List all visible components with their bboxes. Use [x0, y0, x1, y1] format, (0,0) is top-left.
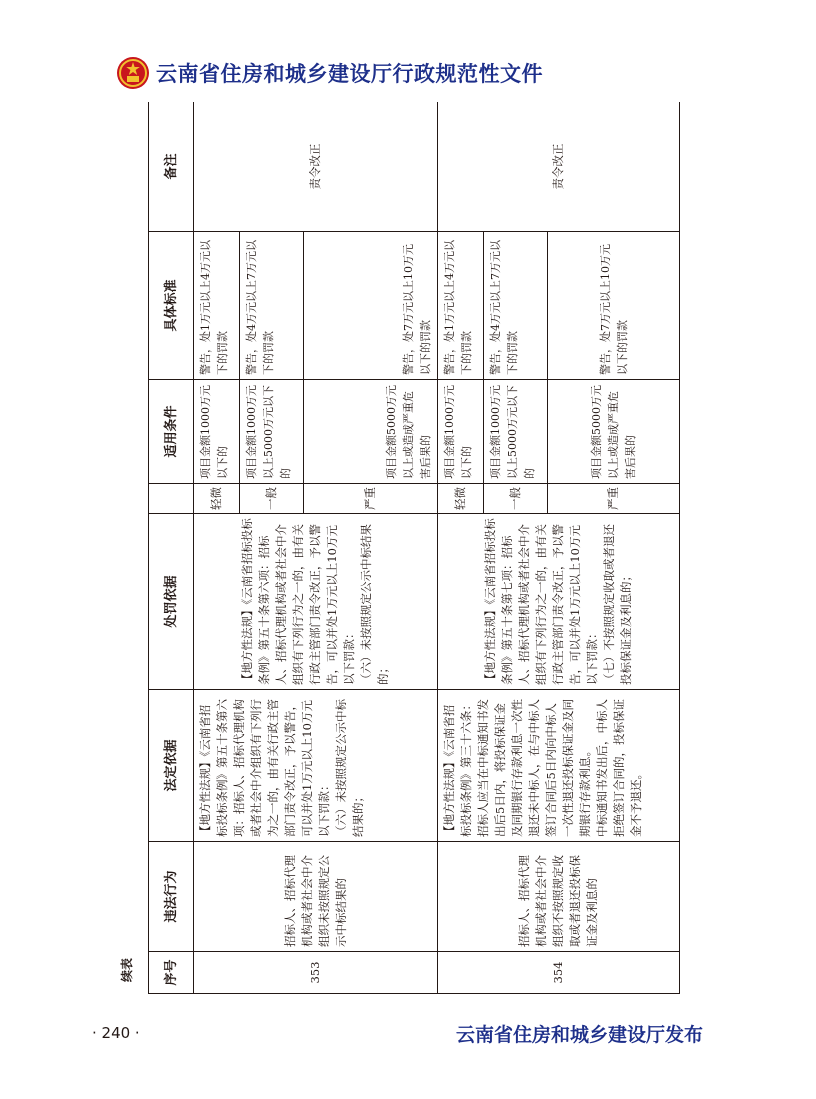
- illegal-act: 招标人、招标代理机构或者社会中介组织未按照规定公示中标结果的: [194, 842, 438, 952]
- table-header-row: [149, 102, 194, 994]
- remark-cell: 责令改正: [194, 102, 438, 232]
- publisher-footer: 云南省住房和城乡建设厅发布: [456, 1024, 704, 1046]
- level-severe: 严重: [303, 484, 437, 514]
- col-header-remark: 备注: [149, 102, 194, 232]
- standard-cell: 警告，处1万元以上4万元以下的罚款: [438, 232, 484, 380]
- col-header-act: 违法行为: [149, 842, 194, 952]
- row-number: 354: [438, 952, 680, 994]
- col-header-no: 序号: [149, 952, 194, 994]
- condition-cell: 项目金额1000万元以下的: [438, 380, 484, 484]
- table-row: [194, 102, 240, 994]
- national-emblem-icon: [116, 56, 150, 90]
- level-severe: 严重: [548, 484, 680, 514]
- col-header-penalty-basis: 处罚依据: [149, 514, 194, 690]
- level-general: 一般: [484, 484, 548, 514]
- penalty-basis: 【地方性法规】《云南省招标投标条例》第五十条第六项：招标人、招标代理机构或者社会中介组织有下列行为之一的，由有关行政主管部门责令改正，予以警告，可以并处1万元以上10万元以下罚款： （六）未按照规定公示中标结果的；: [194, 514, 438, 690]
- table-row: [438, 102, 484, 994]
- page-header: [116, 52, 716, 96]
- standard-cell: 警告，处1万元以上4万元以下的罚款: [194, 232, 240, 380]
- standard-cell: 警告，处7万元以上10万元以下的罚款: [548, 232, 680, 380]
- continued-label: 续表: [120, 957, 134, 982]
- standard-cell: 警告，处7万元以上10万元以下的罚款: [303, 232, 437, 380]
- row-number: 353: [194, 952, 438, 994]
- penalty-table: [148, 102, 680, 994]
- col-header-legal-basis: 法定依据: [149, 690, 194, 842]
- header-title: 云南省住房和城乡建设厅行政规范性文件: [156, 62, 543, 86]
- level-general: 一般: [240, 484, 304, 514]
- condition-cell: 项目金额1000万元以上5000万元以下的: [240, 380, 304, 484]
- condition-cell: 项目金额1000万元以下的: [194, 380, 240, 484]
- col-header-standard: 具体标准: [149, 232, 194, 380]
- page-number: · 240 ·: [92, 1024, 140, 1042]
- legal-basis: 【地方性法规】《云南省招标投标条例》第三十六条：招标人应当在中标通知书发出后5日内，将投标保证金及同期银行存款利息一次性退还未中标人，在与中标人签订合同后5日内向中标人一次性退还投标保证金及同期银行存款利息。 中标通知书发出后，中标人拒绝签订合同的，投标保证金不予退还。: [438, 690, 680, 842]
- condition-cell: 项目金额5000万元以上或造成严重危害后果的: [548, 380, 680, 484]
- rotated-table-area: [148, 102, 680, 994]
- penalty-basis: 【地方性法规】《云南省招标投标条例》第五十条第七项：招标人、招标代理机构或者社会中介组织有下列行为之一的，由有关行政主管部门责令改正，予以警告，可以并处1万元以上10万元以下罚款： （七）不按照规定收取或者退还投标保证金及利息的；: [438, 514, 680, 690]
- legal-basis: 【地方性法规】《云南省招标投标条例》第五十条第六项：招标人、招标代理机构或者社会中介组织有下列行为之一的，由有关行政主管部门责令改正，予以警告，可以并处1万元以上10万元以下罚款： （六）未按照规定公示中标结果的；: [194, 690, 438, 842]
- condition-cell: 项目金额1000万元以上5000万元以下的: [484, 380, 548, 484]
- standard-cell: 警告，处4万元以上7万元以下的罚款: [240, 232, 304, 380]
- remark-cell: 责令改正: [438, 102, 680, 232]
- illegal-act: 招标人、招标代理机构或者社会中介组织不按照规定收取或者退还投标保证金及利息的: [438, 842, 680, 952]
- col-header-level: [149, 484, 194, 514]
- standard-cell: 警告，处4万元以上7万元以下的罚款: [484, 232, 548, 380]
- col-header-condition: 适用条件: [149, 380, 194, 484]
- level-minor: 轻微: [194, 484, 240, 514]
- level-minor: 轻微: [438, 484, 484, 514]
- condition-cell: 项目金额5000万元以上或造成严重危害后果的: [303, 380, 437, 484]
